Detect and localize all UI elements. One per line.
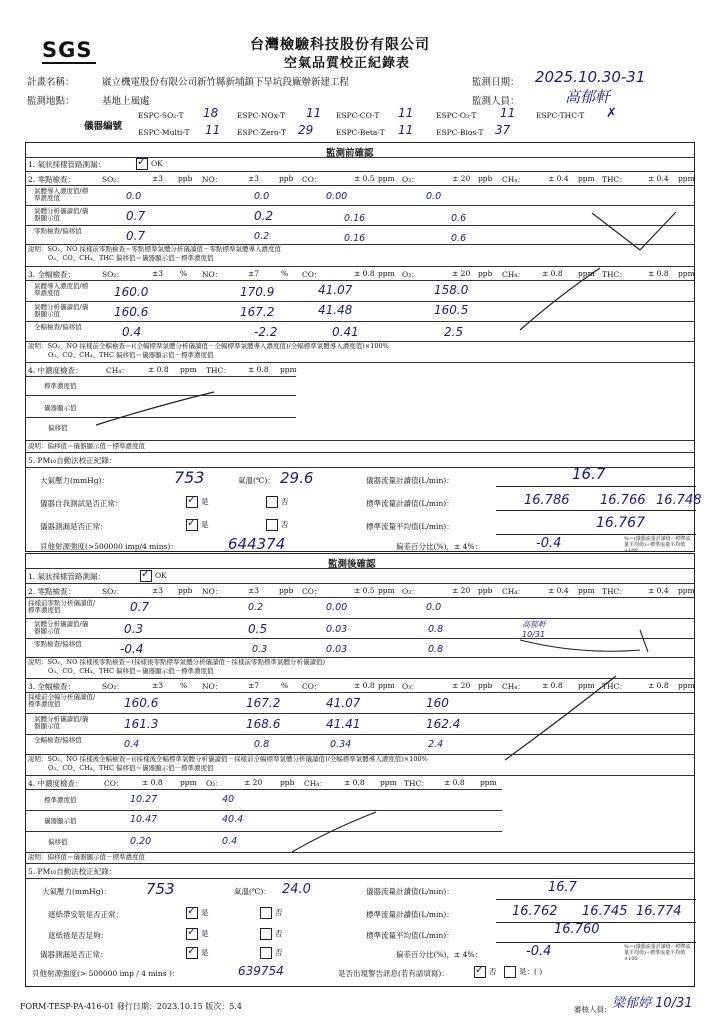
instr-label: ESPC-Bios-T: [436, 128, 484, 137]
pre-pressure: 753: [174, 468, 205, 487]
post-count: 639754: [238, 964, 284, 978]
pre-pm-label: 5. PM₁₀自動法校正紀錄：: [28, 456, 117, 465]
staff-value: 高郁軒: [565, 88, 611, 106]
instr-value: 18: [203, 106, 219, 120]
instr-value: 11: [205, 123, 221, 137]
company-name: 台灣檢驗科技股份有限公司: [250, 37, 430, 53]
instr-label: ESPC-Zero-T: [237, 128, 286, 137]
pre-mid-note: 說明：偏移值＝儀器顯示值－標準濃度值: [28, 442, 145, 450]
post-leak-yes-checkbox[interactable]: ✓: [187, 944, 197, 957]
post-roll-yes-checkbox[interactable]: ✓: [187, 925, 197, 938]
pre-leak-label: 1. 氣狀採樣管路測漏：: [28, 160, 106, 169]
instr-label: ESPC-CO-T: [336, 111, 380, 120]
post-flow1: 16.7: [548, 880, 577, 895]
pre-leak-checkbox[interactable]: ✓: [137, 155, 147, 168]
instr-value: 11: [306, 106, 322, 120]
pre-count: 644374: [228, 535, 286, 553]
instr-label: ESPC-Multi-T: [138, 128, 190, 137]
pre-zero-note1: 說明：SO₂、NO 採樣前零點檢查＝零點標準氣體分析儀讀值－零點標準氣體導入濃度值: [28, 245, 281, 253]
pre-temp: 29.6: [280, 469, 314, 487]
post-monitoring-section: 監測後確認 1. 氣狀採樣管路測漏： ✓ OK 2. 零點檢查： SO₂： ±3 ppb NO： ±3 ppb CO： ± 0.5 ppm O₃： ± 20 ppb CH₄： ± 0.4 ppm THC： ± 0.4 ppm 採樣前零點分析儀讀值/標準濃度值 0.7 0.2 0.00 0.0 氣體分析儀讀值/儀器顯示值 0.3 0.5 0.03 0.8 零點檢查/偏移值 -0.4 0.3 0.03 0.8 高郁軒 10/31 說明：SO₂、NO 採樣後零點檢查＝(採樣後零點標準氣體分析儀讀值－採樣前零點標準氣體分析儀讀值) O₃、CO、CH₄、THC 偏移值＝儀器顯示值－標準濃度值 3. 全幅檢查： SO₂： ±3 % NO： ±7 % CO： ± 0.8 ppm O₃： ± 20 ppb CH₄： ± 0.8 ppm THC： ± 0.8 ppm 採樣前全幅分析儀讀值/標準濃度值 160.6 167.2 41.07 160 氣體分析儀讀值/儀器顯示值 161.3 168.6 41.41 162.4 全幅檢查/偏移值 0.4 0.8 0.34 2.4 說明：SO₂、NO 採樣後全幅檢查＝((採樣後全幅標準氣體分析儀讀值－採樣前全幅標準氣體分析儀讀值)/全幅標準氣體導入濃度值)×100% O₃、CO、CH₄、THC 偏移值＝儀器顯示值－標準濃度值 4. 中濃度檢查： CO： ± 0.8 ppm O₃： ± 20 ppb CH₄： ± 0.8 ppm THC： ± 0.8 ppm 標準濃度值 10.27 40 儀器顯示值 10.47 40.4 偏移值 0.20 0.4 說明：偏移值＝儀器顯示值－標準濃度值 5. PM₁₀自動法校正紀錄： 大氣壓力(mmHg)： 753 氣溫(℃)： 24.0 儀器流量計讀值(L/min)： 16.7 遮紙帶安裝是否正常： ✓ 是 否 標準流量計讀值(L/min)： 16.762 16.745 16.774 遮紙捲是否足夠： ✓ 是 否 標準流量平均值(L/min)： 16.760 儀器測漏是否正常： ✓ 是 否 偏差百分比(%)，± 4%： -0.4 %＝(儀器流量計讀值－標準流量平均值)÷標準流量平均值×100 貝他射源強度(> 500000 imp / 4 mins )： 639754 是否出現警告訊息(若有請填寫)： ✓ 否 是：( ): [25, 553, 695, 987]
post-ch4-initials: 高郁軒 10/31: [522, 620, 546, 639]
instr-label: ESPC-NOx-T: [237, 111, 286, 120]
instr-value: 11: [398, 123, 414, 137]
pre-zero-label: 2. 零點檢查：: [28, 175, 76, 184]
pre-title: 監測前確認: [326, 148, 374, 159]
post-tape-no-checkbox[interactable]: [260, 907, 272, 919]
pre-span-note2: O₃、CO、CH₄、THC 偏移值＝儀器顯示值－標準濃度值: [48, 351, 214, 359]
pre-span-label: 3. 全幅檢查：: [28, 270, 76, 279]
instr-label: ESPC-O₃-T: [436, 111, 477, 120]
pre-leak-ok: ✓ OK: [137, 155, 163, 168]
post-temp: 24.0: [282, 882, 311, 897]
instr-label: ESPC-Beta-T: [336, 128, 385, 137]
instr-value: 29: [298, 123, 314, 137]
pre-selftest-yes-checkbox[interactable]: ✓: [187, 493, 197, 506]
reviewer-signature: 梁郁婷 10/31: [612, 996, 693, 1011]
pre-dev: -0.4: [536, 536, 562, 551]
instr-label: ESPC-SO₂-T: [138, 111, 184, 120]
post-tape-yes-checkbox[interactable]: ✓: [187, 904, 197, 917]
post-alarm-no-checkbox[interactable]: ✓: [475, 963, 485, 976]
pre-zero-note2: O₃、CO、CH₄、THC 偏移值＝儀器顯示值－標準濃度值: [48, 254, 214, 262]
instr-label: ESPC-THC-T: [536, 111, 585, 120]
pre-monitoring-section: 監測前確認 1. 氣狀採樣管路測漏： ✓ OK 2. 零點檢查： SO₂： ±3 ppb NO： ±3 ppb CO： ± 0.5 ppm O₃： ± 20 ppb CH₄： ± 0.4 ppm THC： ± 0.4 ppm 氣體導入濃度值/標準濃度值 0.0 0.0 0.00 0.0 氣體分析儀讀值/儀器顯示值 0.7 0.2 0.16 0.6 零點檢查/偏移值 0.7 0.2 0.16 0.6 說明：SO₂、NO 採樣前零點檢查＝零點標準氣體分析儀讀值－零點標準氣體導入濃度值 O₃、CO、CH₄、THC 偏移值＝儀器顯示值－標準濃度值 3. 全幅檢查： SO₂： ±3 % NO： ±7 % CO： ± 0.8 ppm O₃： ± 20 ppb CH₄： ± 0.8 ppm THC： ± 0.8 ppm 氣體導入濃度值/標準濃度值 160.0 170.9 41.07 158.0 氣體分析儀讀值/儀器顯示值 160.6 167.2 41.48 160.5 全幅檢查/偏移值 0.4 -2.2 0.41 2.5 說明：SO₂、NO 採樣前全幅檢查＝((全幅標準氣體分析儀讀值－全幅標準氣體導入濃度值)/全幅標準氣體導入濃度值)×100% O₃、CO、CH₄、THC 偏移值＝儀器顯示值－標準濃度值 4. 中濃度檢查： CH₄： ± 0.8 ppm THC： ± 0.8 ppm 標準濃度值 儀器顯示值 偏移值 說明：偏移值＝儀器顯示值－標準濃度值 5. PM₁₀自動法校正紀錄： 大氣壓力(mmHg)： 753 氣溫(℃)： 29.6 儀器流量計讀值(L/min)： 16.7 儀器自我測試是否正常： ✓ 是 否 標準流量計讀值(L/min)： 16.786 16.766 16.748 儀器測漏是否正常： ✓ 是 否 標準流量平均值(L/min)： 16.767 貝他射源強度(>500000 imp/4 mins)： 644374 偏差百分比(%)，± 4%： -0.4 %＝(儀器流量計讀值－標準流量平均值)÷標準流量平均值×100: [25, 142, 695, 552]
form-title: 空氣品質校正紀錄表: [284, 56, 411, 71]
form-number: FORM-TESP-PA-416-01 發行日期：2023.10.15 版次：5.4: [20, 1002, 242, 1011]
reviewer-label: 審核人員：: [574, 1005, 612, 1014]
post-dev: -0.4: [526, 944, 552, 959]
instrument-label: 儀器編號: [84, 121, 123, 132]
site-label: 監測地點：: [27, 96, 75, 107]
instr-value: 11: [500, 106, 516, 120]
post-alarm-yes-checkbox[interactable]: [504, 966, 516, 978]
plan-label: 計畫名稱：: [27, 77, 75, 88]
date-label: 監測日期：: [472, 77, 520, 88]
post-roll-no-checkbox[interactable]: [260, 928, 272, 940]
sgs-logo: SGS: [42, 38, 96, 68]
pre-selftest-no-checkbox[interactable]: [266, 496, 278, 508]
pre-span-note1: 說明：SO₂、NO 採樣前全幅檢查＝((全幅標準氣體分析儀讀值－全幅標準氣體導入濃度值)/全幅標準氣體導入濃度值)×100%: [28, 342, 389, 350]
pre-leak-yes-checkbox[interactable]: ✓: [187, 516, 197, 529]
post-pressure: 753: [146, 880, 175, 898]
site-name: 基地上風處: [102, 96, 150, 107]
instr-value: 11: [398, 106, 414, 120]
date-value: 2025.10.30-31: [535, 68, 646, 86]
pre-flow1: 16.7: [572, 465, 606, 483]
pre-leak-no-checkbox[interactable]: [266, 519, 278, 531]
staff-label: 監測人員：: [472, 96, 520, 107]
instr-value: 37: [495, 123, 511, 137]
plan-name: 崴立機電股份有限公司新竹縣新埔鎮下旱坑段廠辦新建工程: [102, 77, 350, 88]
post-leak-checkbox[interactable]: ✓: [141, 567, 151, 580]
post-title: 監測後確認: [328, 559, 376, 570]
instr-value: ✗: [606, 106, 617, 121]
post-leak-no-checkbox[interactable]: [260, 947, 272, 959]
pre-mid-label: 4. 中濃度檢查：: [28, 366, 83, 375]
